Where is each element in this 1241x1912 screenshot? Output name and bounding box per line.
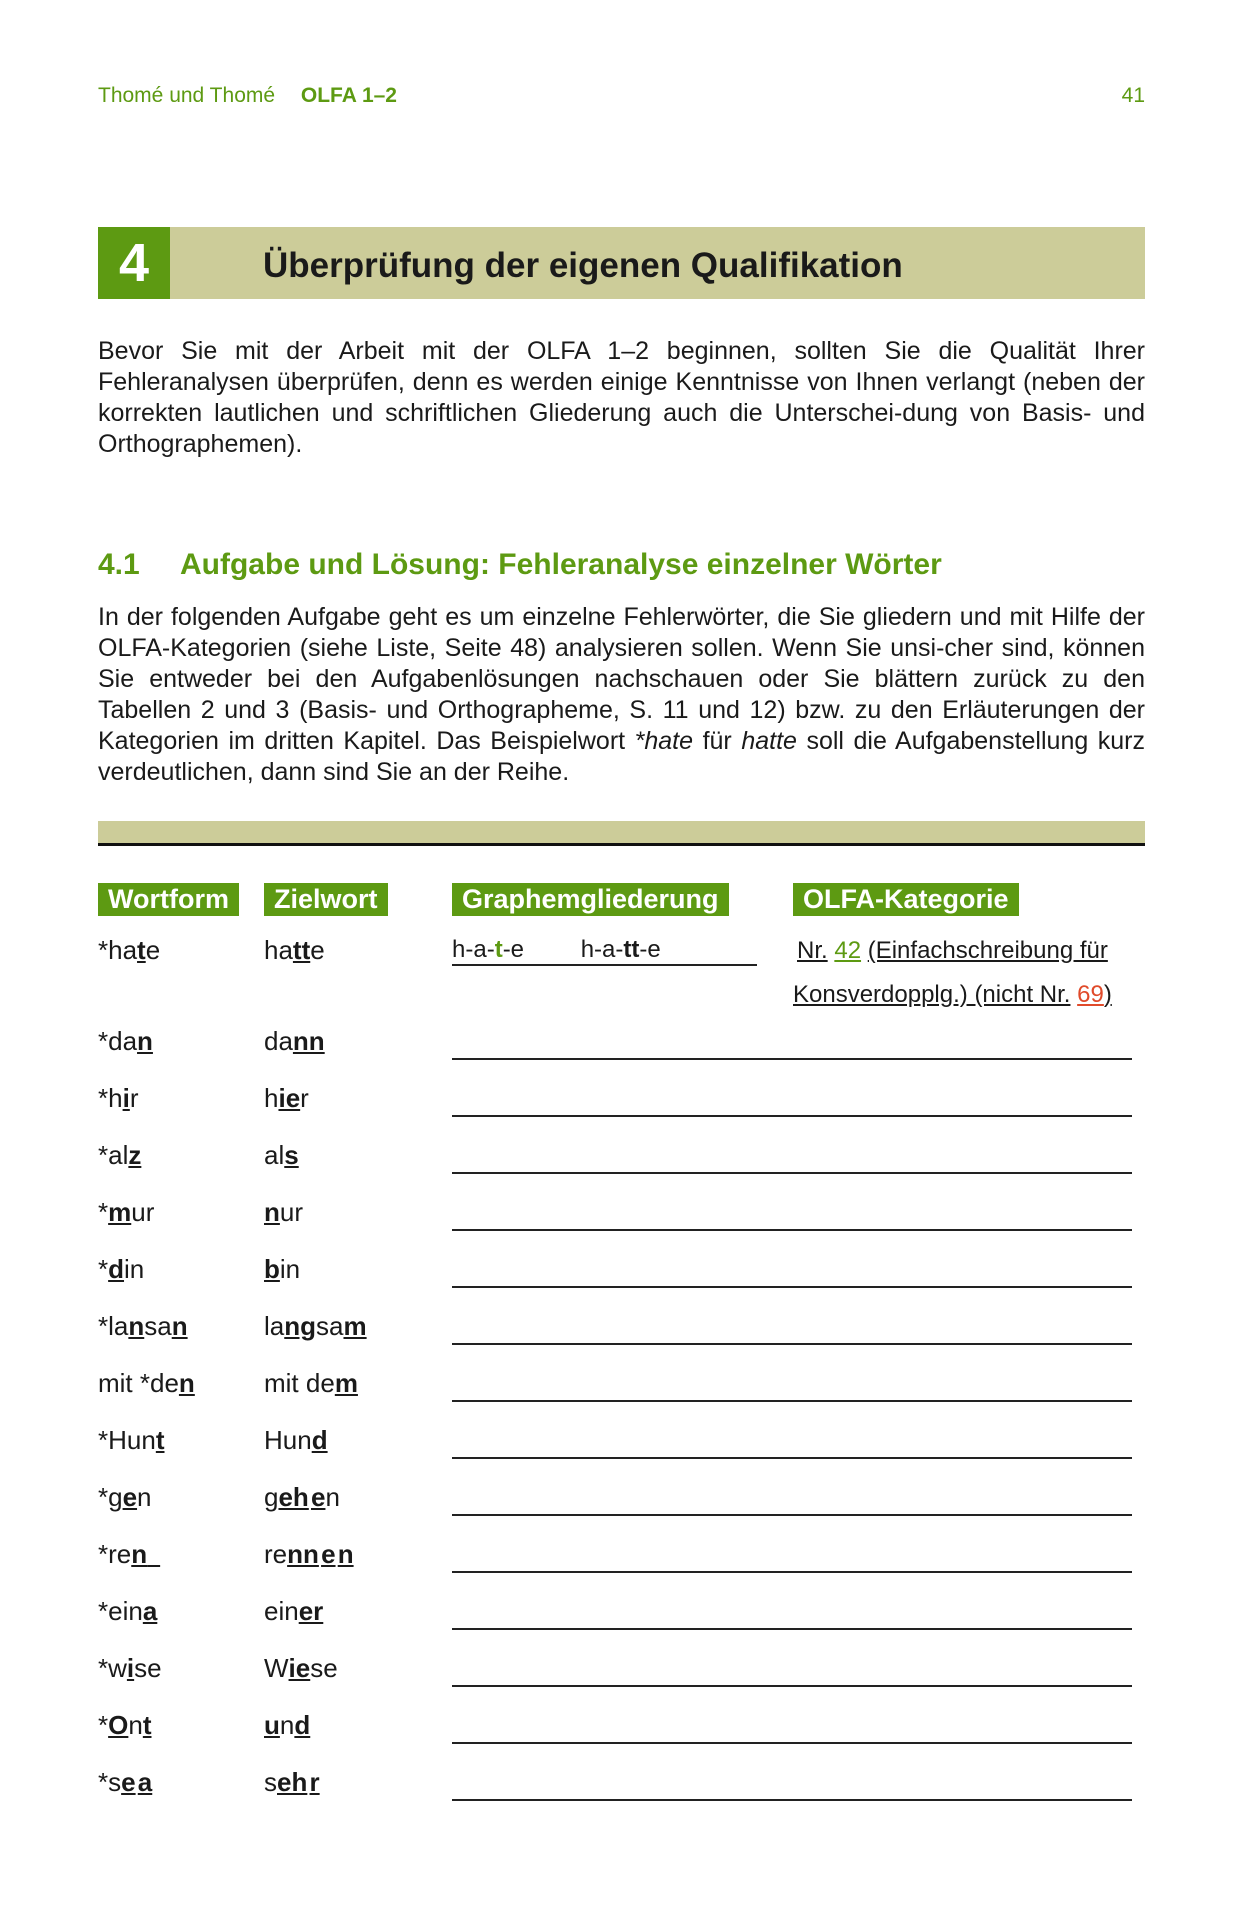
answer-line[interactable] (452, 1286, 1132, 1288)
answer-line[interactable] (452, 1457, 1132, 1459)
answer-line[interactable] (452, 1571, 1132, 1573)
kategorie-not-nr: 69 (1077, 981, 1104, 1008)
example-zielwort: hatte (264, 935, 325, 965)
page-number: 41 (1121, 84, 1145, 107)
answer-line[interactable] (452, 1058, 1132, 1060)
row-wortform: *gen (98, 1482, 152, 1512)
row-wortform: *din (98, 1254, 145, 1284)
example-kategorie-line1 (797, 936, 1108, 966)
kategorie-close: ) (1103, 981, 1112, 1008)
answer-line[interactable] (452, 1742, 1132, 1744)
row-wortform: *lansan (98, 1311, 188, 1341)
row-wortform: *se a (98, 1767, 153, 1797)
answer-line[interactable] (452, 1685, 1132, 1687)
row-zielwort: nur (264, 1197, 304, 1227)
col-header-zielwort: Zielwort (264, 883, 388, 916)
header-book: OLFA 1–2 (300, 84, 397, 107)
col-header-graphemgliederung: Graphemgliederung (452, 883, 729, 916)
task-example-2: hatte (741, 727, 797, 755)
row-wortform: *dan (98, 1026, 153, 1056)
section-title: Aufgabe und Lösung: Fehleranalyse einzelner Wörter (180, 548, 942, 581)
task-text-a: In der folgenden Aufgabe geht es um einzelne Fehlerwörter, die Sie gliedern und mit Hilfe der OLFA-Kategorien (siehe Liste, Seite 48) analysieren sollen. Wenn Sie unsi-cher sind, können Sie entweder bei den Aufgabenlösungen nachschauen oder Sie blättern zurück zu den Tabellen 2 und 3 (Basis- und Orthographeme, S. 11 und 12) bzw. zu den Erläuterungen der Kategorien im dritten Kapitel. Das Beispielwort (98, 603, 1145, 755)
answer-line[interactable] (452, 1172, 1132, 1174)
answer-line[interactable] (452, 1400, 1132, 1402)
row-wortform: *Hunt (98, 1425, 165, 1455)
row-zielwort: geh en (264, 1482, 340, 1512)
section-number: 4.1 (98, 548, 140, 581)
gliederung-wortform: h-a-t-e (452, 936, 525, 963)
task-example-1: *hate (634, 727, 694, 755)
gliederung-zielwort: h-a-tt-e (580, 936, 661, 963)
header-authors: Thomé und Thomé (98, 84, 276, 107)
row-zielwort: Wiese (264, 1653, 338, 1683)
row-zielwort: langsam (264, 1311, 367, 1341)
kategorie-text-b: Konsverdopplg.) (nicht Nr. (793, 981, 1071, 1008)
answer-line[interactable] (452, 1229, 1132, 1231)
chapter-number: 4 (98, 227, 170, 299)
row-wortform: *wise (98, 1653, 162, 1683)
task-text-c: soll die Aufgabenstellung kurz verdeutlichen, dann sind Sie an der Reihe. (98, 727, 1146, 786)
row-wortform: *ren (98, 1539, 148, 1569)
row-wortform: *mur (98, 1197, 155, 1227)
example-gliederung (452, 936, 757, 966)
chapter-title: Überprüfung der eigenen Qualifikation (263, 246, 903, 285)
table-top-rule (98, 821, 1145, 846)
kategorie-text-a: (Einfachschreibung für (867, 937, 1108, 964)
col-header-wortform: Wortform (98, 883, 239, 916)
example-kategorie-line2 (793, 980, 1112, 1010)
running-header (98, 84, 397, 108)
answer-line[interactable] (452, 1628, 1132, 1630)
answer-line[interactable] (452, 1799, 1132, 1801)
answer-line[interactable] (452, 1343, 1132, 1345)
row-wortform: mit *den (98, 1368, 195, 1398)
row-zielwort: einer (264, 1596, 324, 1626)
intro-paragraph: Bevor Sie mit der Arbeit mit der OLFA 1–2 beginnen, sollten Sie die Qualität Ihrer Fehleranalysen überprüfen, denn es werden einige Kenntnisse von Ihnen verlangt (neben der korrekten lautlichen und schriftlichen Gliederung auch die Unterschei-dung von Basis- und Orthographemen). (98, 337, 1145, 458)
row-zielwort: hier (264, 1083, 309, 1113)
chapter-heading (98, 227, 1145, 299)
row-zielwort: und (264, 1710, 311, 1740)
row-zielwort: bin (264, 1254, 301, 1284)
example-wortform: *hate (98, 935, 161, 965)
row-wortform: *Ont (98, 1710, 152, 1740)
row-zielwort: dann (264, 1026, 325, 1056)
row-zielwort: als (264, 1140, 299, 1170)
answer-line[interactable] (452, 1115, 1132, 1117)
row-wortform: *alz (98, 1140, 142, 1170)
row-zielwort: mit dem (264, 1368, 358, 1398)
col-header-olfa-kategorie: OLFA-Kategorie (793, 883, 1019, 916)
row-zielwort: seh r (264, 1767, 320, 1797)
answer-line[interactable] (452, 1514, 1132, 1516)
row-zielwort: Hund (264, 1425, 328, 1455)
row-wortform: *hir (98, 1083, 139, 1113)
task-paragraph (98, 602, 1145, 788)
task-text-b: für (702, 727, 732, 755)
nr-label: Nr. (797, 937, 828, 964)
kategorie-nr: 42 (834, 937, 862, 964)
row-wortform: *eina (98, 1596, 158, 1626)
row-zielwort: renn e n (264, 1539, 354, 1569)
